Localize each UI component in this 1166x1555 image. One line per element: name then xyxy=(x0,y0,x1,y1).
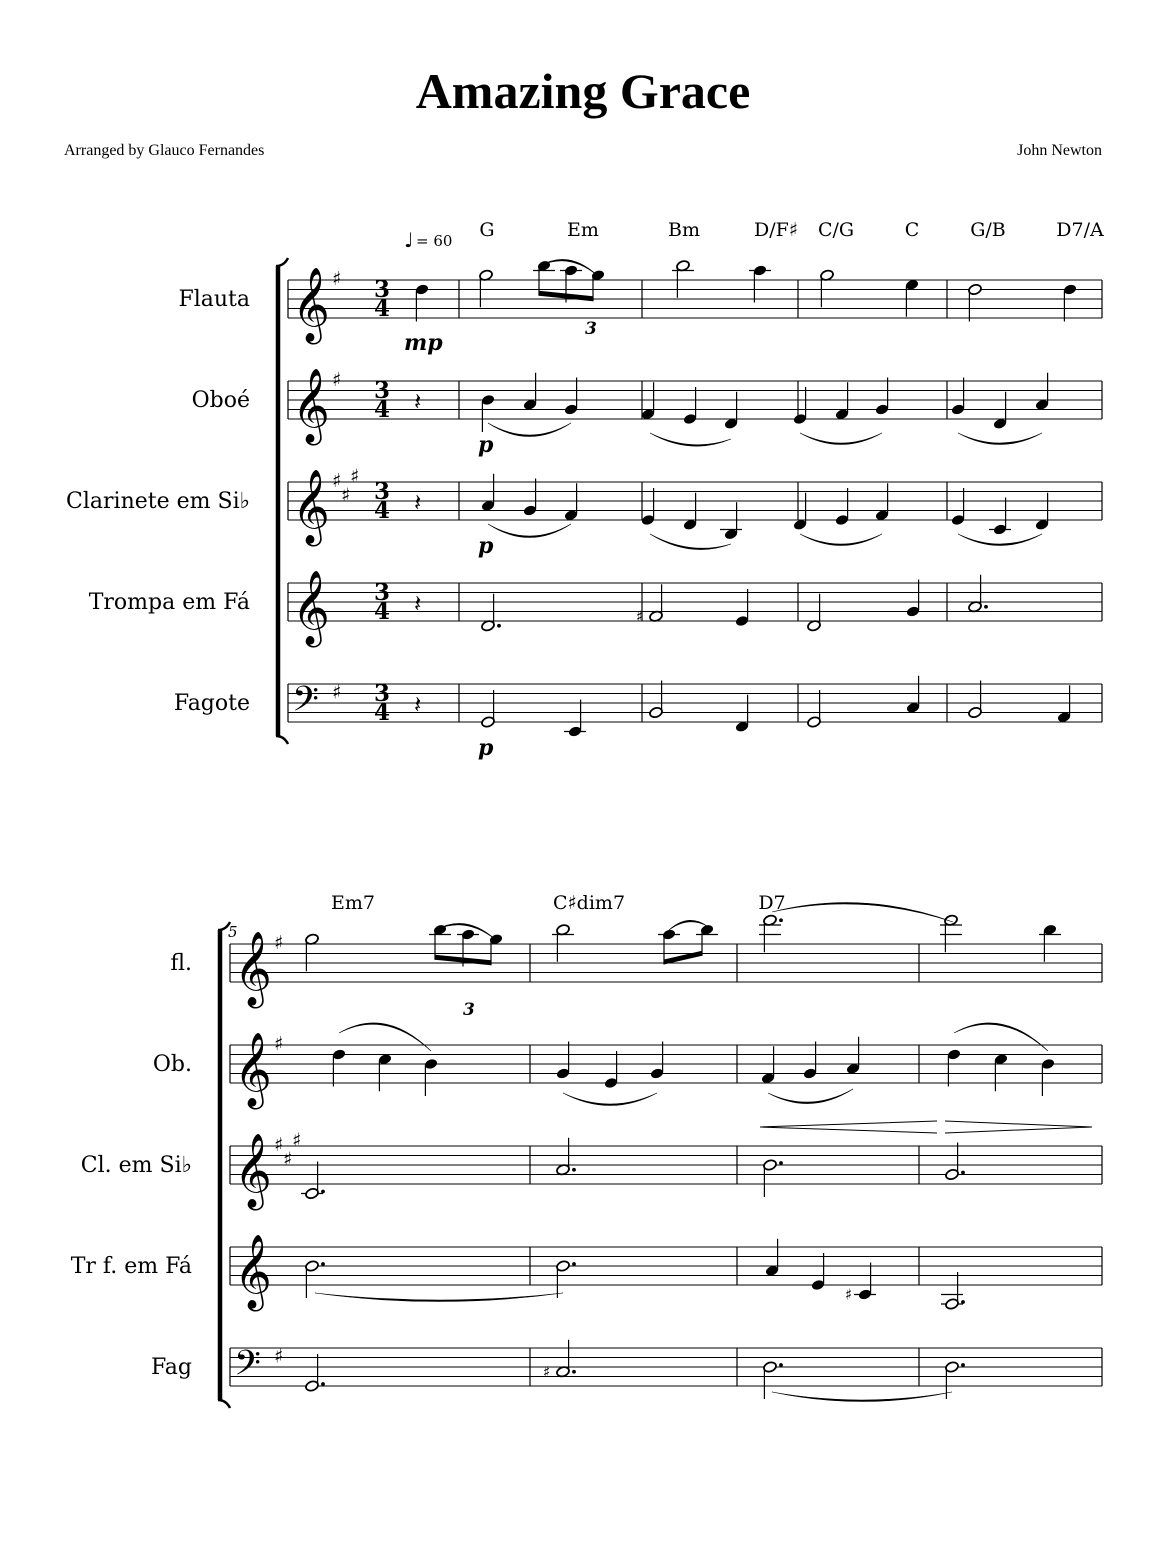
slur xyxy=(650,433,731,446)
augmentation-dot xyxy=(321,1190,325,1194)
augmentation-dot xyxy=(779,918,783,922)
time-signature-top: 3 xyxy=(374,276,391,303)
augmentation-dot xyxy=(779,1363,783,1367)
slur xyxy=(768,1089,853,1104)
key-signature-sharp: ♯ xyxy=(350,465,360,488)
chord-symbol: G xyxy=(479,219,495,241)
chord-symbol: Em7 xyxy=(331,892,375,914)
chord-symbol: D7/A xyxy=(1056,219,1104,241)
slur xyxy=(772,903,953,922)
treble-clef: 𝄞 xyxy=(234,1033,272,1107)
treble-clef: 𝄞 xyxy=(292,571,330,645)
slur xyxy=(650,534,731,550)
slur xyxy=(958,534,1042,546)
key-signature-sharp: ♯ xyxy=(283,1148,293,1171)
augmentation-dot xyxy=(984,605,988,609)
accidental: ♯ xyxy=(636,607,644,626)
slur xyxy=(488,524,571,538)
score-title: Amazing Grace xyxy=(415,63,751,119)
treble-clef: 𝄞 xyxy=(292,470,330,544)
key-signature-sharp: ♯ xyxy=(341,484,351,507)
instrument-name: Tr f. em Fá xyxy=(70,1254,192,1279)
slur xyxy=(315,1293,563,1302)
augmentation-dot xyxy=(497,624,501,628)
treble-clef: 𝄞 xyxy=(234,1134,272,1208)
decrescendo-hairpin xyxy=(945,1121,1092,1133)
time-signature-top: 3 xyxy=(374,579,391,606)
instrument-name: Trompa em Fá xyxy=(88,590,250,615)
augmentation-dot xyxy=(961,1363,965,1367)
quarter-rest: 𝄽 xyxy=(414,488,422,517)
augmentation-dot xyxy=(321,1382,325,1386)
chord-symbol: Em xyxy=(567,219,599,241)
crescendo-hairpin xyxy=(760,1121,937,1133)
instrument-name: Oboé xyxy=(191,388,250,413)
slur xyxy=(339,1023,431,1051)
chord-symbol: C/G xyxy=(817,219,855,241)
bracket-bottom-hook xyxy=(218,1400,230,1408)
slur xyxy=(958,433,1042,445)
measure-number: 5 xyxy=(228,923,238,941)
key-signature-sharp: ♯ xyxy=(332,470,342,492)
dynamic-marking: mp xyxy=(404,330,443,356)
quarter-rest: 𝄽 xyxy=(414,690,422,719)
quarter-rest: 𝄽 xyxy=(414,387,422,416)
key-signature-sharp: ♯ xyxy=(274,1033,284,1055)
chord-symbol: D/F♯ xyxy=(753,219,799,241)
dynamic-marking: p xyxy=(478,533,494,559)
augmentation-dot xyxy=(321,1262,325,1266)
instrument-name: fl. xyxy=(170,951,192,976)
slur xyxy=(772,1392,952,1402)
augmentation-dot xyxy=(572,1370,576,1374)
tempo-text: = 60 xyxy=(416,232,453,250)
key-signature-sharp: ♯ xyxy=(274,1134,284,1156)
instrument-name: Fagote xyxy=(173,691,250,716)
instrument-name: Ob. xyxy=(152,1052,192,1077)
treble-clef: 𝄞 xyxy=(292,369,330,443)
arranger-credit: Arranged by Glauco Fernandes xyxy=(64,142,265,159)
slur xyxy=(669,920,707,930)
slur xyxy=(800,534,882,546)
augmentation-dot xyxy=(572,1262,576,1266)
augmentation-dot xyxy=(961,1171,965,1175)
accidental: ♯ xyxy=(543,1362,551,1381)
augmentation-dot xyxy=(572,1168,576,1172)
slur xyxy=(954,1023,1048,1051)
slur xyxy=(800,433,882,445)
time-signature-bottom: 4 xyxy=(374,699,391,726)
augmentation-dot xyxy=(779,1161,783,1165)
triplet-number: 3 xyxy=(585,319,597,339)
beam xyxy=(664,951,702,965)
dynamic-marking: p xyxy=(478,432,494,458)
time-signature-bottom: 4 xyxy=(374,497,391,524)
quarter-rest: 𝄽 xyxy=(414,589,422,618)
chord-symbol: Bm xyxy=(668,219,700,241)
bass-clef: 𝄢 xyxy=(234,1342,262,1392)
time-signature-bottom: 4 xyxy=(374,598,391,625)
instrument-name: Cl. em Si♭ xyxy=(80,1153,192,1178)
instrument-name: Fag xyxy=(151,1355,192,1380)
treble-clef: 𝄞 xyxy=(234,1235,272,1309)
accidental: ♯ xyxy=(845,1285,853,1304)
composer-credit: John Newton xyxy=(1017,142,1102,159)
slur xyxy=(563,1093,657,1106)
treble-clef: 𝄞 xyxy=(292,268,330,342)
key-signature-sharp: ♯ xyxy=(332,268,342,290)
key-signature-sharp: ♯ xyxy=(274,932,284,954)
key-signature-sharp: ♯ xyxy=(274,1345,284,1368)
dynamic-marking: p xyxy=(478,735,494,761)
chord-symbol: G/B xyxy=(970,219,1006,241)
time-signature-top: 3 xyxy=(374,478,391,505)
time-signature-top: 3 xyxy=(374,680,391,707)
key-signature-sharp: ♯ xyxy=(332,369,342,391)
chord-symbol: C♯dim7 xyxy=(552,892,626,914)
time-signature-bottom: 4 xyxy=(374,396,391,423)
bass-clef: 𝄢 xyxy=(292,678,320,728)
slur xyxy=(488,423,571,437)
instrument-name: Flauta xyxy=(178,287,250,312)
chord-symbol: C xyxy=(904,219,920,241)
time-signature-bottom: 4 xyxy=(374,295,391,322)
time-signature-top: 3 xyxy=(374,377,391,404)
key-signature-sharp: ♯ xyxy=(332,681,342,704)
augmentation-dot xyxy=(961,1300,965,1304)
bracket-bottom-hook xyxy=(276,736,288,744)
treble-clef: 𝄞 xyxy=(234,932,272,1006)
tempo-note: ♩ xyxy=(404,228,414,252)
bracket-top-hook xyxy=(276,258,288,266)
triplet-number: 3 xyxy=(463,1000,475,1020)
chord-symbol: D7 xyxy=(758,892,786,914)
instrument-name: Clarinete em Si♭ xyxy=(66,489,250,514)
key-signature-sharp: ♯ xyxy=(292,1129,302,1152)
